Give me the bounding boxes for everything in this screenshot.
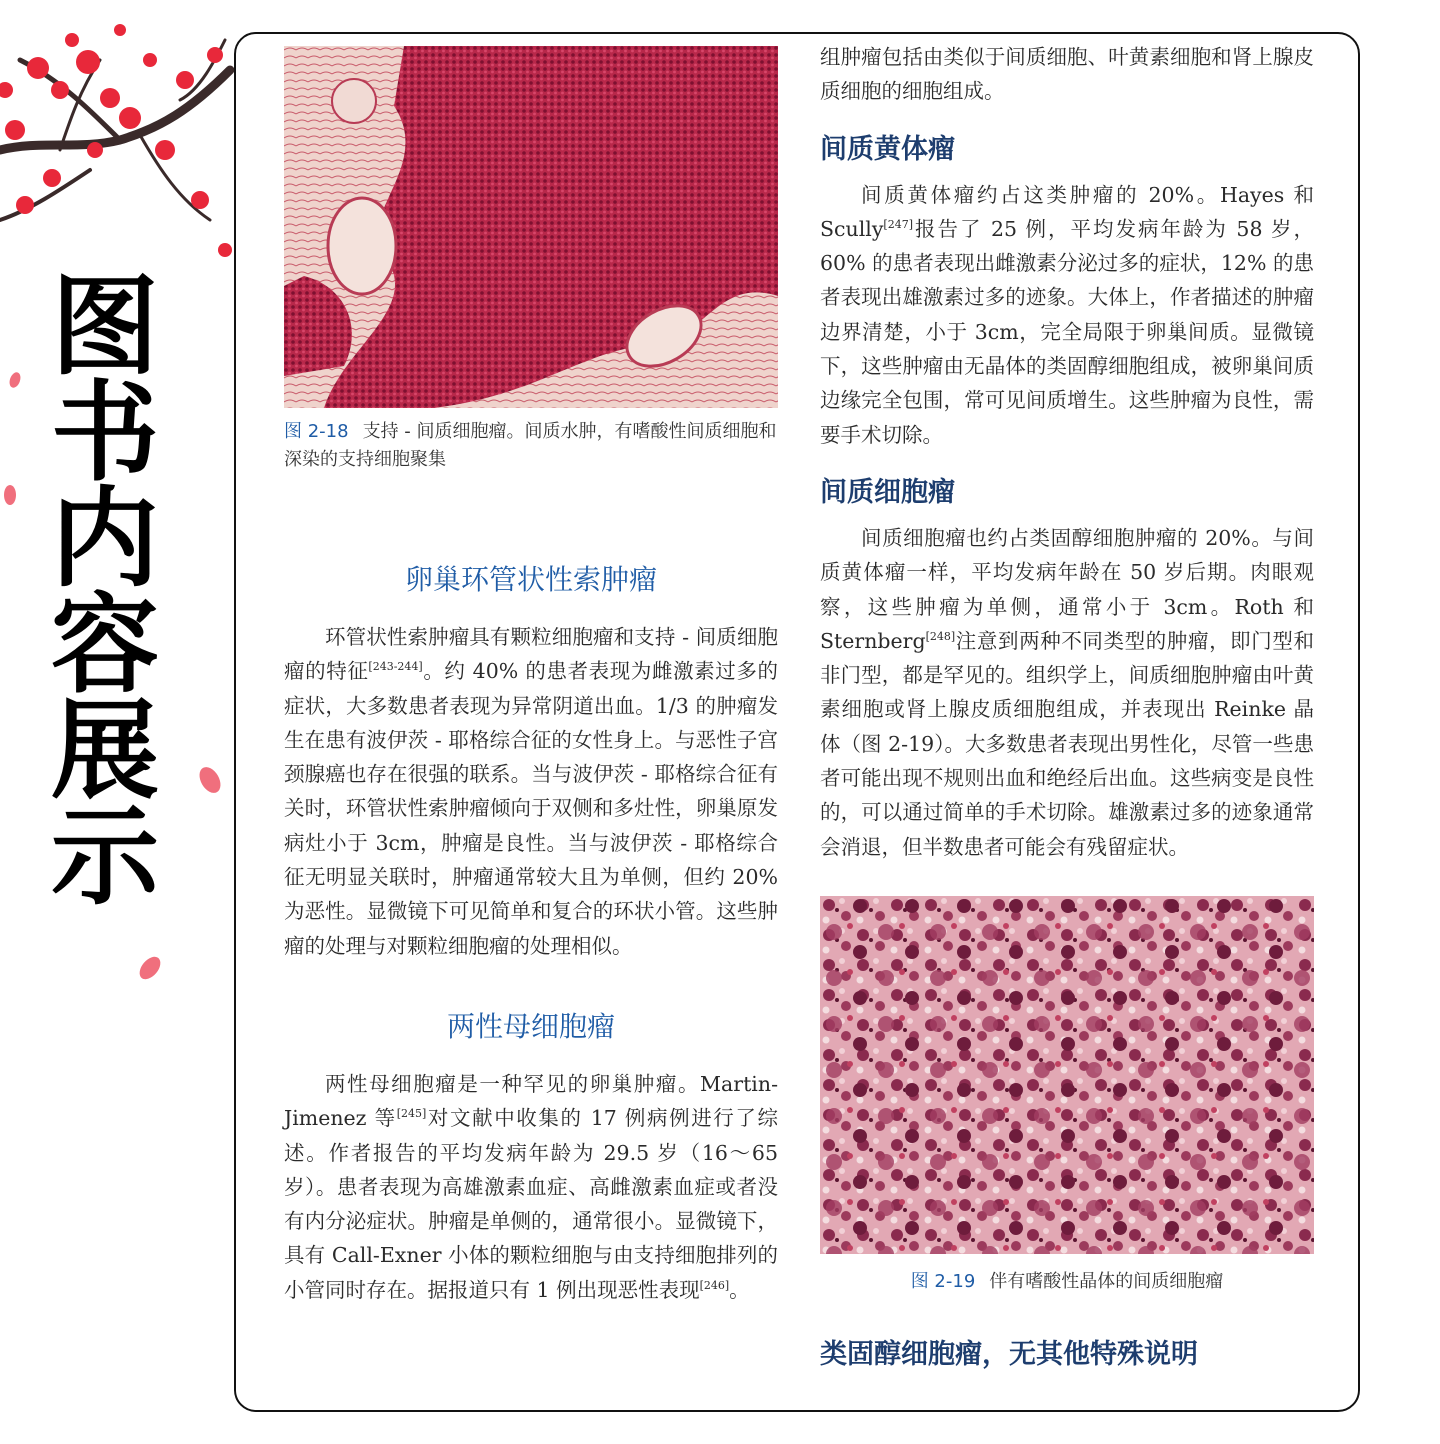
banner-char: 图 <box>50 265 159 390</box>
citation: [243-244] <box>368 660 423 674</box>
figure-number: 图 2-19 <box>910 1270 976 1292</box>
figure-2-18-caption <box>284 418 778 474</box>
right-column <box>820 40 1314 1371</box>
figure-2-19 <box>820 896 1314 1254</box>
citation: [248] <box>925 630 956 644</box>
paragraph-stromal-luteoma: 间质黄体瘤约占这类肿瘤的 20%。Hayes 和 Scully[247]报告了 25 例，平均发病年龄为 58 岁，60% 的患者表现出雌激素分泌过多的症状，12% 的患者表现出雄激素过多的迹象。大体上，作者描述的肿瘤边界清楚，小于 3cm，完全局限于卵巢间质。显微镜下，这些肿瘤由无晶体的类固醇细胞组成，被卵巢间质边缘完全包围，常可见间质增生。这些肿瘤为良性，需要手术切除。 <box>820 182 1314 447</box>
heading-ring-tubules: 卵巢环管状性索肿瘤 <box>404 563 657 596</box>
histology-micrograph-icon <box>284 46 778 408</box>
caption-text: 伴有嗜酸性晶体的间质细胞瘤 <box>989 1270 1224 1292</box>
vertical-banner-title <box>45 265 165 920</box>
banner-char: 容 <box>50 583 159 708</box>
citation: [245] <box>396 1107 427 1121</box>
paragraph-gynandroblastoma: 两性母细胞瘤是一种罕见的卵巢肿瘤。Martin-Jimenez 等[245]对文献中收集的 17 例病例进行了综述。作者报告的平均发病年龄为 29.5 岁（16～65 岁）。患者表现为高雄激素血症、高雌激素血症或者没有内分泌症状。肿瘤是单侧的，通常很小。显微镜下，具有 Call-Exner 小体的颗粒细胞与由支持细胞排列的小管同时存在。据报道只有 1 例出现恶性表现[246]。 <box>284 1071 778 1302</box>
banner-char: 示 <box>50 795 159 920</box>
paragraph-leydig-cell-tumor: 间质细胞瘤也约占类固醇细胞肿瘤的 20%。与间质黄体瘤一样，平均发病年龄在 50 岁后期。肉眼观察，这些肿瘤为单侧，通常小于 3cm。Roth 和 Sternberg[248]注意到两种不同类型的肿瘤，即门型和非门型，都是罕见的。组织学上，间质细胞肿瘤由叶黄素细胞或肾上腺皮质细胞组成，并表现出 Reinke 晶体（图 2-19）。大多数患者表现出男性化，尽管一些患者可能出现不规则出血和绝经后出血。这些病变是良性的，可以通过简单的手术切除。雄激素过多的迹象通常会消退，但半数患者可能会有残留症状。 <box>820 525 1314 859</box>
citation: [247] <box>883 218 914 232</box>
book-page <box>234 32 1360 1412</box>
heading-steroid-cell-tumor: 类固醇细胞瘤，无其他特殊说明 <box>820 1338 1198 1370</box>
banner-char: 内 <box>50 477 159 602</box>
caption-text: 支持 - 间质细胞瘤。间质水肿，有嗜酸性间质细胞和深染的支持细胞聚集 <box>284 421 777 470</box>
figure-2-18 <box>284 46 778 408</box>
paragraph-ring-tubules: 环管状性索肿瘤具有颗粒细胞瘤和支持 - 间质细胞瘤的特征[243-244]。约 40% 的患者表现为雌激素过多的症状，大多数患者表现为异常阴道出血。1/3 的肿瘤发生在患有波伊茨 - 耶格综合征的女性身上。与恶性子宫颈腺癌也存在很强的联系。当与波伊茨 - 耶格综合征有关时，环管状性索肿瘤倾向于双侧和多灶性，卵巢原发病灶小于 3cm，肿瘤是良性。当与波伊茨 - 耶格综合征无明显关联时，肿瘤通常较大且为单侧，但约 20% 为恶性。显微镜下可见简单和复合的环状小管。这些肿瘤的处理与对颗粒细胞瘤的处理相似。 <box>284 625 778 958</box>
banner-char: 书 <box>50 371 159 496</box>
figure-number: 图 2-18 <box>284 421 349 442</box>
banner-char: 展 <box>50 689 159 814</box>
figure-2-19-caption <box>820 1268 1314 1296</box>
heading-stromal-luteoma: 间质黄体瘤 <box>820 133 955 165</box>
citation: [246] <box>699 1278 730 1292</box>
left-column <box>284 46 778 1307</box>
heading-leydig-cell-tumor: 间质细胞瘤 <box>820 476 955 508</box>
continuation-paragraph: 组肿瘤包括由类似于间质细胞、叶黄素细胞和肾上腺皮质细胞的细胞组成。 <box>820 45 1314 104</box>
heading-gynandroblastoma: 两性母细胞瘤 <box>446 1009 615 1043</box>
cell-micrograph-icon <box>820 896 1314 1254</box>
